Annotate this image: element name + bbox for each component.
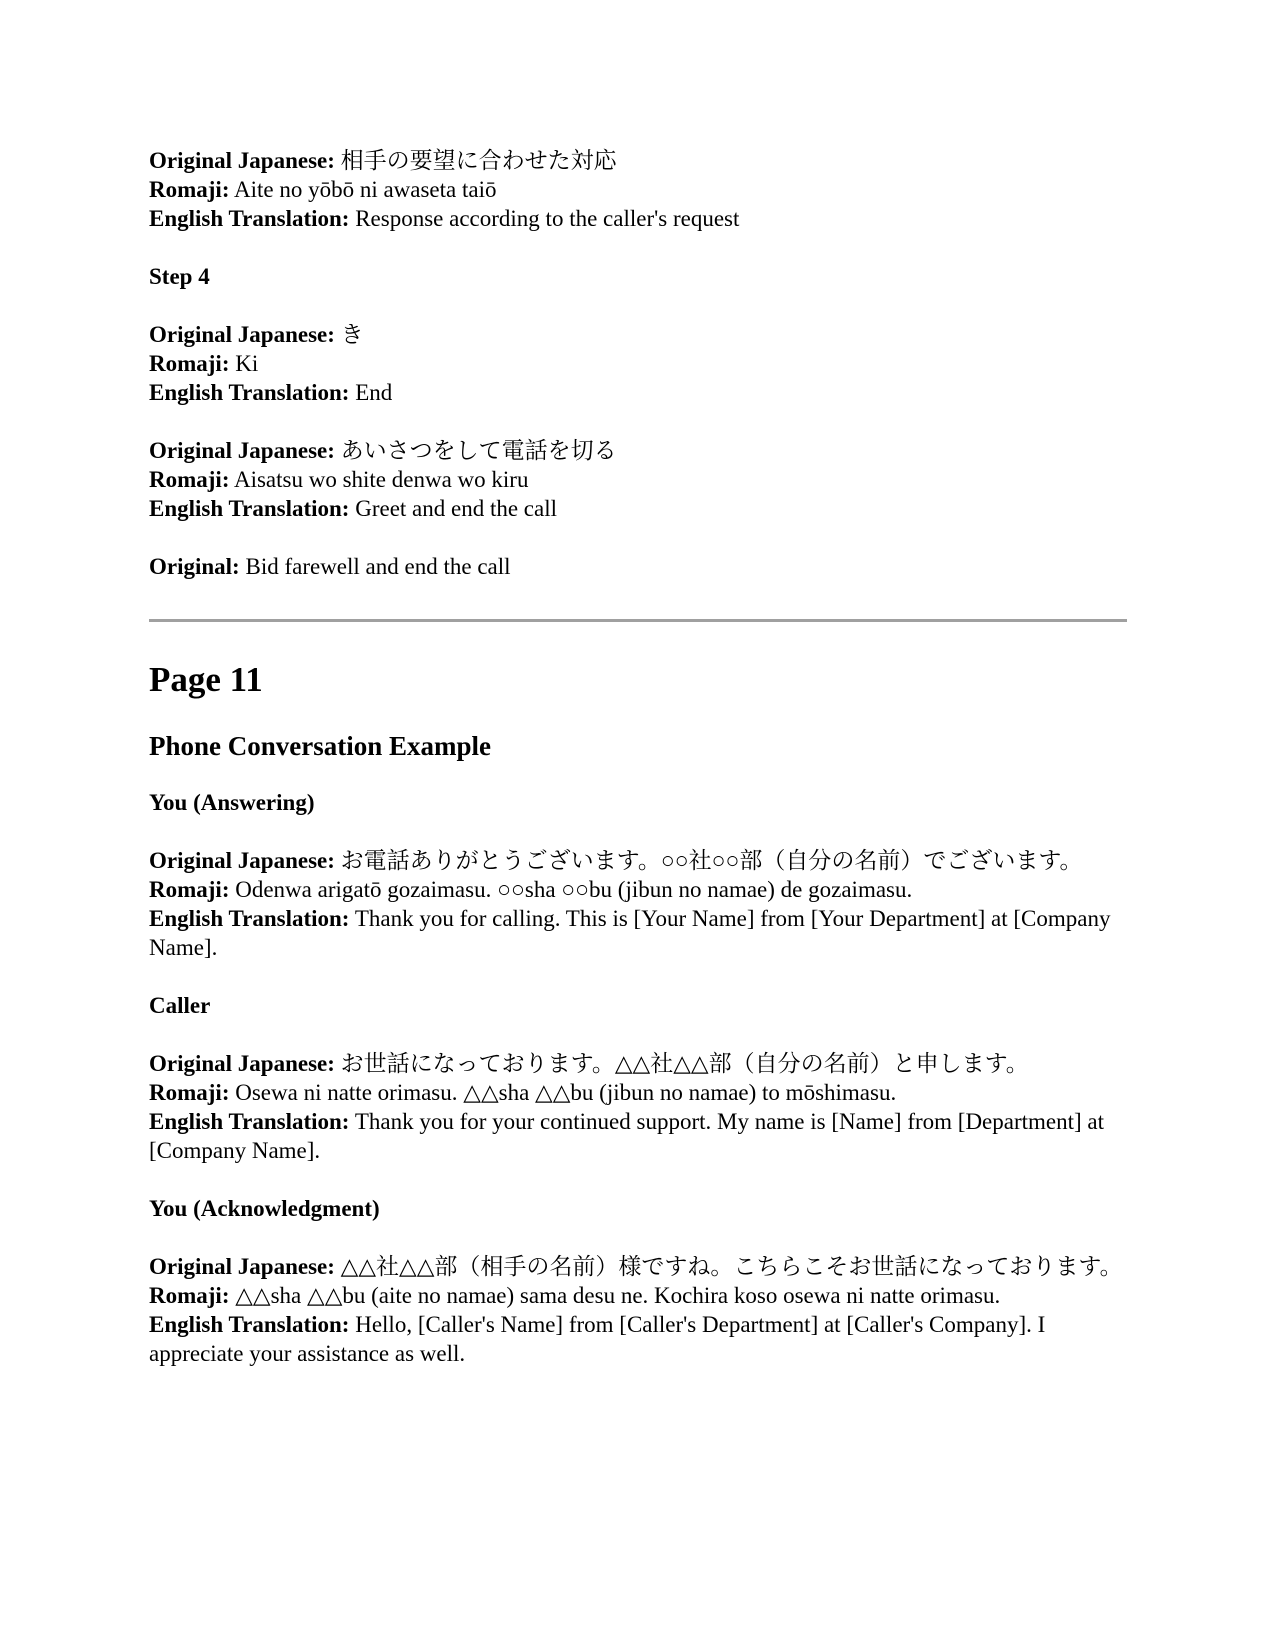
romaji-text: Aite no yōbō ni awaseta taiō (233, 177, 497, 202)
original-japanese-label: Original Japanese: (149, 438, 335, 463)
japanese-line (149, 320, 1127, 349)
english-text: Response according to the caller's request (355, 206, 740, 231)
translation-entry (149, 846, 1127, 962)
english-line (149, 494, 1127, 523)
conversation-block (149, 991, 1127, 1165)
speaker-heading: You (Answering) (149, 790, 315, 815)
romaji-label: Romaji: (149, 467, 230, 492)
romaji-line (149, 465, 1127, 494)
romaji-line (149, 875, 1127, 904)
original-note-text: Bid farewell and end the call (245, 554, 511, 579)
speaker-heading: You (Acknowledgment) (149, 1196, 380, 1221)
english-line (149, 204, 1127, 233)
original-japanese-label: Original Japanese: (149, 148, 335, 173)
step-heading: Step 4 (149, 264, 210, 289)
romaji-text: Osewa ni natte orimasu. △△sha △△bu (jibun no namae) to mōshimasu. (235, 1080, 897, 1105)
translation-entry (149, 146, 1127, 233)
translation-entry (149, 1252, 1127, 1368)
japanese-text: 相手の要望に合わせた対応 (340, 148, 617, 173)
speaker-heading: Caller (149, 993, 211, 1018)
original-note (149, 552, 1127, 581)
romaji-label: Romaji: (149, 351, 230, 376)
japanese-text: お電話ありがとうございます。○○社○○部（自分の名前）でございます。 (340, 848, 1083, 873)
romaji-label: Romaji: (149, 1080, 230, 1105)
romaji-label: Romaji: (149, 177, 230, 202)
english-line (149, 904, 1127, 962)
japanese-text: お世話になっております。△△社△△部（自分の名前）と申します。 (340, 1051, 1029, 1076)
english-text: Thank you for your continued support. My name is [Name] from [Department] at [Company Name]. (149, 1109, 1105, 1163)
english-line (149, 1107, 1127, 1165)
english-translation-label: English Translation: (149, 1109, 350, 1134)
page-heading: Page 11 (149, 660, 263, 699)
translation-entry (149, 436, 1127, 523)
japanese-text: き (340, 322, 364, 347)
japanese-line (149, 1252, 1127, 1281)
romaji-label: Romaji: (149, 1283, 230, 1308)
english-line (149, 378, 1127, 407)
original-japanese-label: Original Japanese: (149, 1254, 335, 1279)
translation-entry (149, 320, 1127, 407)
section-heading: Phone Conversation Example (149, 731, 492, 761)
original-japanese-label: Original Japanese: (149, 322, 335, 347)
japanese-line (149, 436, 1127, 465)
romaji-line (149, 1078, 1127, 1107)
romaji-line (149, 349, 1127, 378)
english-line (149, 1310, 1127, 1368)
english-translation-label: English Translation: (149, 206, 350, 231)
romaji-line (149, 1281, 1127, 1310)
romaji-line (149, 175, 1127, 204)
document-content (149, 146, 1127, 1397)
english-translation-label: English Translation: (149, 496, 350, 521)
english-translation-label: English Translation: (149, 906, 350, 931)
original-japanese-label: Original Japanese: (149, 848, 335, 873)
english-text: Greet and end the call (355, 496, 558, 521)
romaji-text: Odenwa arigatō gozaimasu. ○○sha ○○bu (jibun no namae) de gozaimasu. (235, 877, 913, 902)
original-japanese-label: Original Japanese: (149, 1051, 335, 1076)
english-text: Hello, [Caller's Name] from [Caller's Department] at [Caller's Company]. I appreciate your assistance as well. (149, 1312, 1046, 1366)
romaji-text: Ki (235, 351, 259, 376)
romaji-label: Romaji: (149, 877, 230, 902)
original-label: Original: (149, 554, 240, 579)
translation-entry (149, 1049, 1127, 1165)
horizontal-divider (149, 619, 1127, 622)
conversation-block (149, 788, 1127, 962)
japanese-line (149, 1049, 1127, 1078)
japanese-line (149, 846, 1127, 875)
japanese-line (149, 146, 1127, 175)
romaji-text: Aisatsu wo shite denwa wo kiru (233, 467, 529, 492)
japanese-text: あいさつをして電話を切る (340, 438, 617, 463)
english-text: Thank you for calling. This is [Your Name] from [Your Department] at [Company Name]. (149, 906, 1111, 960)
english-text: End (355, 380, 393, 405)
english-translation-label: English Translation: (149, 380, 350, 405)
japanese-text: △△社△△部（相手の名前）様ですね。こちらこそお世話になっております。 (340, 1254, 1123, 1279)
english-translation-label: English Translation: (149, 1312, 350, 1337)
romaji-text: △△sha △△bu (aite no namae) sama desu ne. Kochira koso osewa ni natte orimasu. (235, 1283, 1001, 1308)
conversation-block (149, 1194, 1127, 1368)
